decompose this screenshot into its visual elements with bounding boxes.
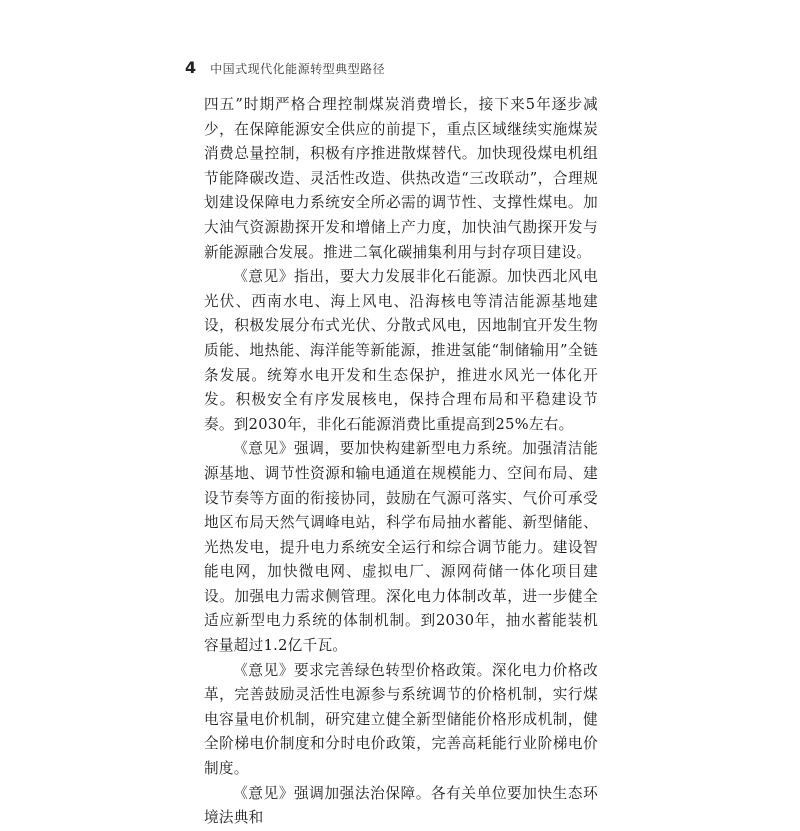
- paragraph-non-fossil-energy: 《意见》指出，要大力发展非化石能源。加快西北风电光伏、西南水电、海上风电、沿海核电等清洁能源基地建设，积极发展分布式光伏、分散式风电，因地制宜开发生物质能、地热能、海洋能等新能源，推进氢能“制储输用”全链条发展。统筹水电开发和生态保护，推进水风光一体化开发。积极安全有序发展核电，保持合理布局和平稳建设节奏。到2030年，非化石能源消费比重提高到25%左右。: [204, 268, 598, 433]
- running-head: [185, 58, 385, 77]
- body-text: [204, 93, 598, 831]
- page-number: 4: [185, 58, 197, 77]
- paragraph-continuation: 四五”时期严格合理控制煤炭消费增长，接下来5年逐步减少，在保障能源安全供应的前提下，重点区域继续实施煤炭消费总量控制，积极有序推进散煤替代。加快现役煤电机组节能降碳改造、灵活性改造、供热改造“三改联动”，合理规划建设保障电力系统安全所必需的调节性、支撑性煤电。加大油气资源勘探开发和增储上产力度，加快油气勘探开发与新能源融合发展。推进二氧化碳捕集利用与封存项目建设。: [204, 96, 598, 261]
- paragraph-pricing-policy: 《意见》要求完善绿色转型价格政策。深化电力价格改革，完善鼓励灵活性电源参与系统调节的价格机制，实行煤电容量电价机制，研究建立健全新型储能价格形成机制，健全阶梯电价制度和分时电价政策，完善高耗能行业阶梯电价制度。: [204, 661, 598, 778]
- paragraph-new-power-system: 《意见》强调，要加快构建新型电力系统。加强清洁能源基地、调节性资源和输电通道在规模能力、空间布局、建设节奏等方面的衔接协同，鼓励在气源可落实、气价可承受地区布局天然气调峰电站，科学布局抽水蓄能、新型储能、光热发电，提升电力系统安全运行和综合调节能力。建设智能电网，加快微电网、虚拟电厂、源网荷储一体化项目建设。加强电力需求侧管理。深化电力体制改革，进一步健全适应新型电力系统的体制机制。到2030年，抽水蓄能装机容量超过1.2亿千瓦。: [204, 440, 598, 655]
- paragraph-legal-guarantee: 《意见》强调加强法治保障。各有关单位要加快生态环境法典和: [204, 784, 598, 827]
- running-title: 中国式现代化能源转型典型路径: [210, 62, 386, 76]
